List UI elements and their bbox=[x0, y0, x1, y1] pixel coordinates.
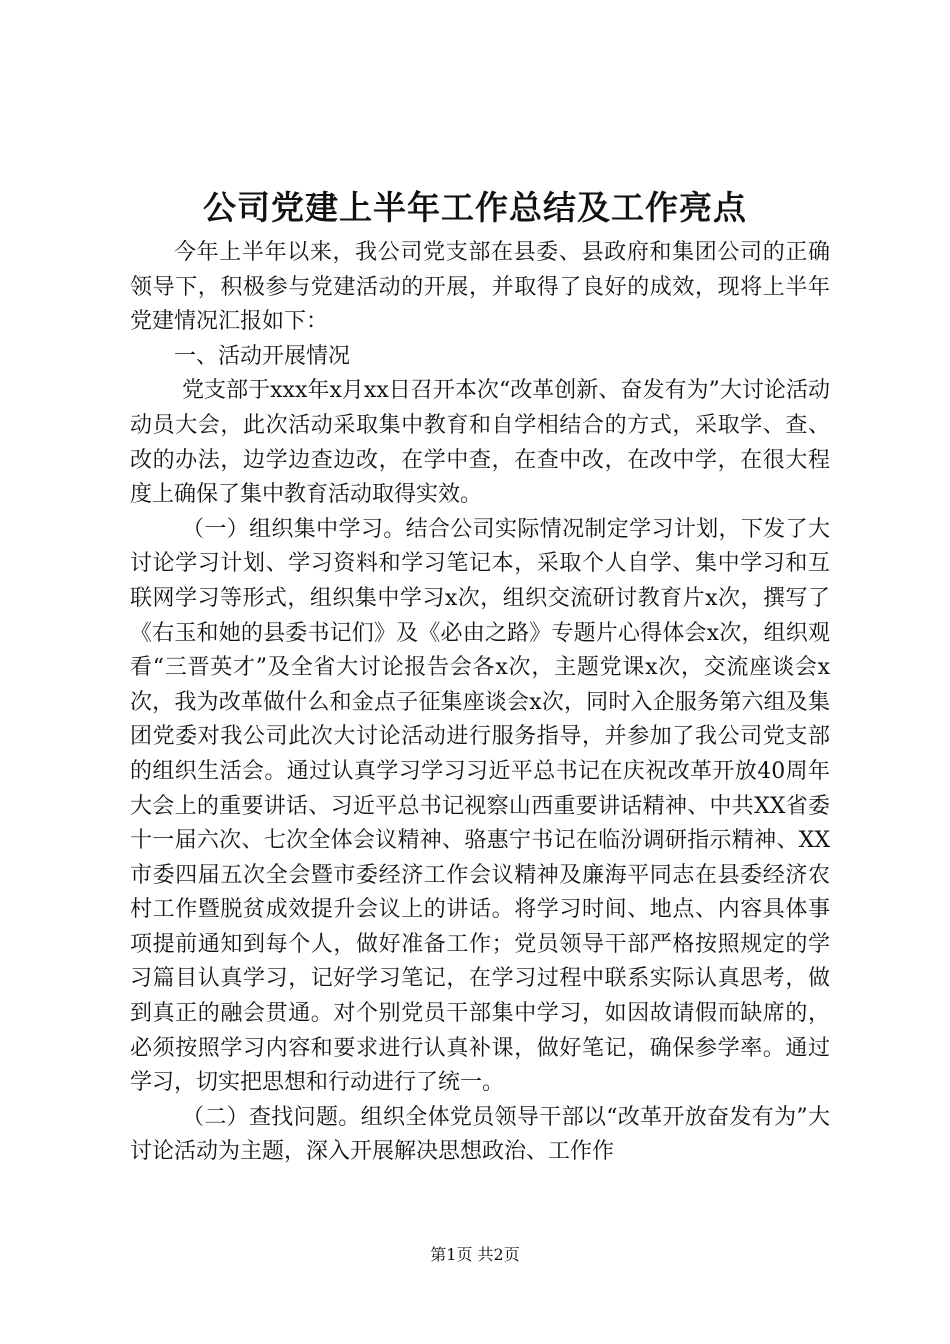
section-heading: 一、活动开展情况 bbox=[174, 343, 351, 369]
activity-paragraph: 党支部于xxx年x月xx日召开本次“改革创新、奋发有为”大讨论活动动员大会，此次活动采取集中教育和自学相结合的方式，采取学、查、改的办法，边学边查边改，在学中查，在查中改，在改中学，在很大程度上确保了集中教育活动取得实效。 bbox=[130, 378, 830, 508]
study-paragraph: （一）组织集中学习。结合公司实际情况制定学习计划，下发了大讨论学习计划、学习资料和学习笔记本，采取个人自学、集中学习和互联网学习等形式，组织集中学习x次，组织交流研讨教育片x次，撰写了《右玉和她的县委书记们》及《必由之路》专题片心得体会x次，组织观看“三晋英才”及全省大讨论报告会各x次，主题党课x次，交流座谈会x次，我为改革做什么和金点子征集座谈会x次，同时入企服务第六组及集团党委对我公司此次大讨论活动进行服务指导，并参加了我公司党支部的组织生活会。通过认真学习学习习近平总书记在庆祝改革开放40周年大会上的重要讲话、习近平总书记视察山西重要讲话精神、中共XX省委十一届六次、七次全体会议精神、骆惠宁书记在临汾调研指示精神、XX市委四届五次全会暨市委经济工作会议精神及廉海平同志在县委经济农村工作暨脱贫成效提升会议上的讲话。将学习时间、地点、内容具体事项提前通知到每个人，做好准备工作；党员领导干部严格按照规定的学习篇目认真学习，记好学习笔记，在学习过程中联系实际认真思考，做到真正的融会贯通。对个别党员干部集中学习，如因故请假而缺席的，必须按照学习内容和要求进行认真补课，做好笔记，确保参学率。通过学习，切实把思想和行动进行了统一。 bbox=[130, 516, 830, 1096]
intro-paragraph: 今年上半年以来，我公司党支部在县委、县政府和集团公司的正确领导下，积极参与党建活动的开展，并取得了良好的成效，现将上半年党建情况汇报如下： bbox=[130, 240, 830, 335]
problem-paragraph: （二）查找问题。组织全体党员领导干部以“改革开放奋发有为”大讨论活动为主题，深入开展解决思想政治、工作作 bbox=[130, 1104, 830, 1165]
document-title: 公司党建上半年工作总结及工作亮点 bbox=[203, 188, 747, 227]
page-number: 第1页 共2页 bbox=[430, 1245, 520, 1264]
document-body bbox=[130, 236, 830, 1170]
